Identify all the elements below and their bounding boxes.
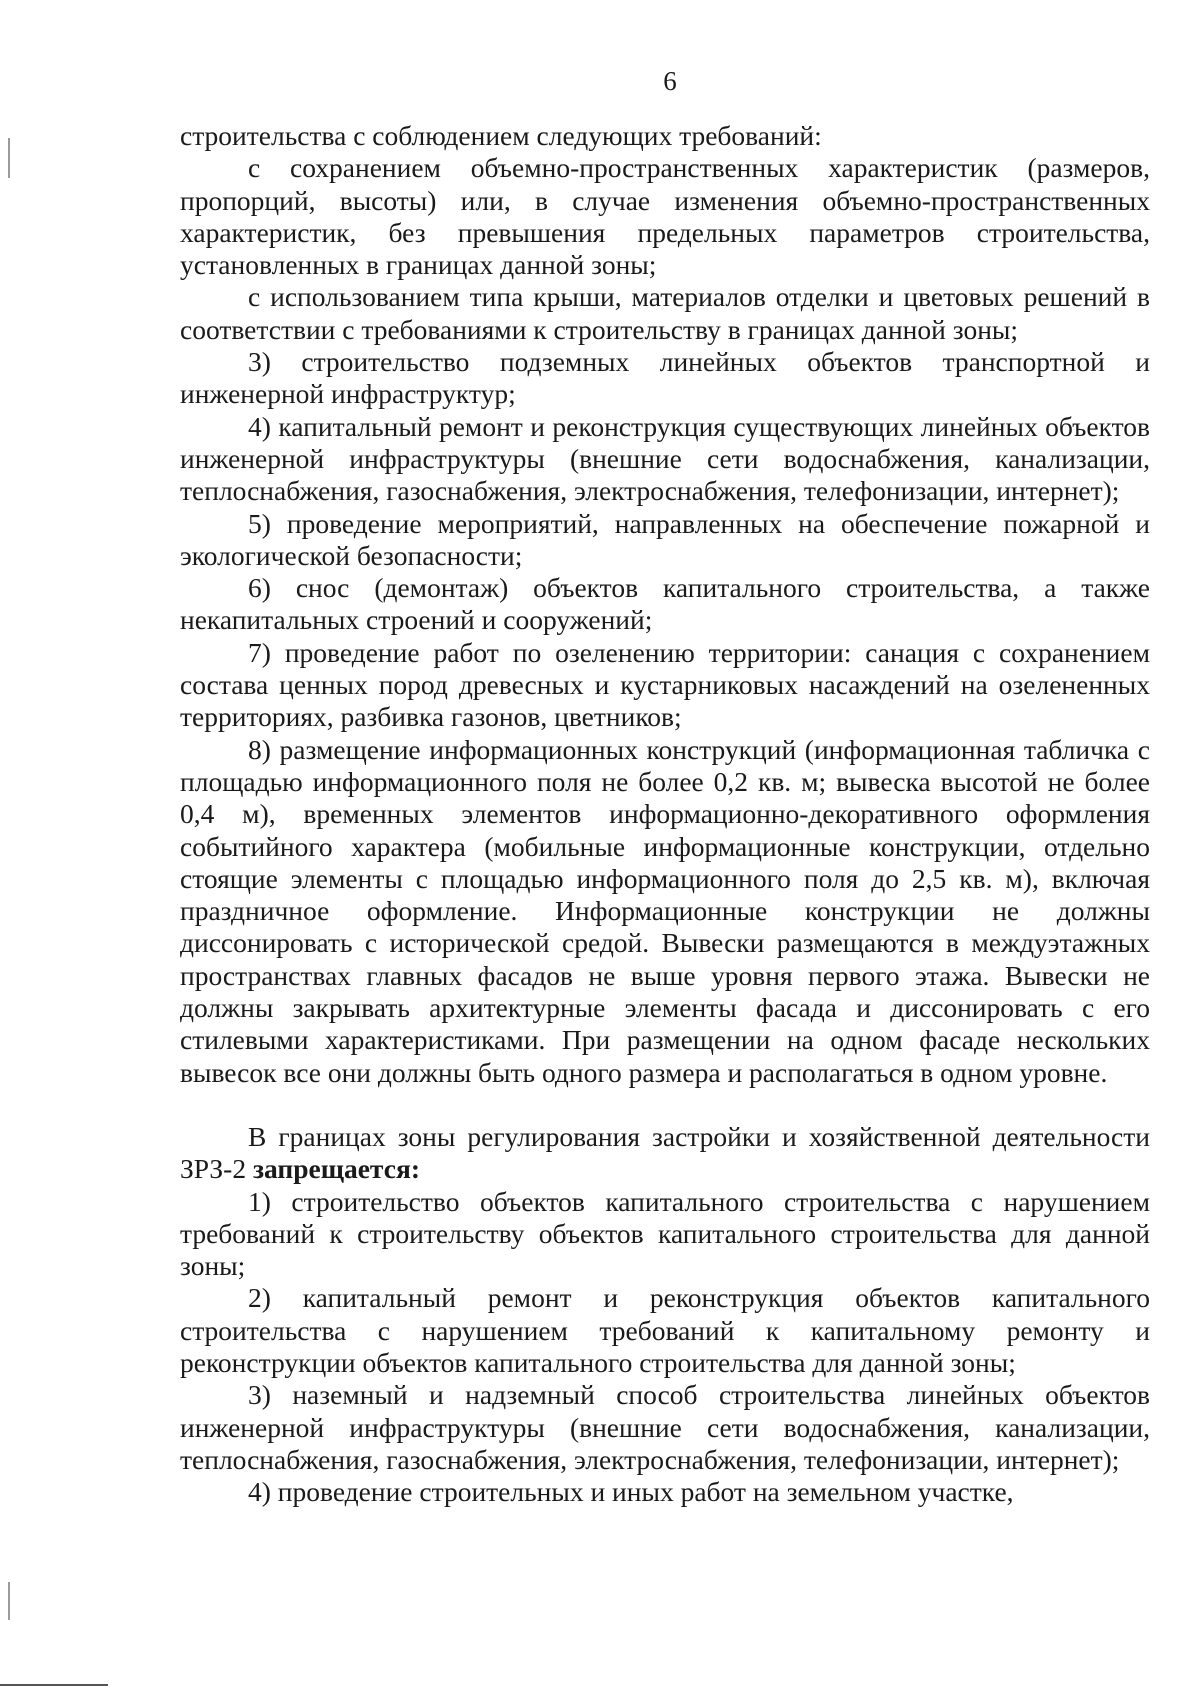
paragraph-requirement-volume: с сохранением объемно-пространственных характеристик (размеров, пропорций, высоты) или, в случае изменения объемно-пространственных характеристик, без превышения предельных параметров строительства, установленных в границах данной зоны; [180,152,1150,281]
scan-edge-mark-bottom [8,1582,10,1620]
prohibited-item-1: 1) строительство объектов капитального строительства с нарушением требований к строительству объектов капитального строительства для данной зоны; [180,1185,1150,1282]
scan-footer-mark [0,1684,108,1686]
prohibition-intro-text: В границах зоны регулирования застройки и хозяйственной деятельности ЗРЗ-2 [180,1120,1150,1185]
list-item-3-underground: 3) строительство подземных линейных объектов транспортной и инженерной инфраструктур; [180,346,1150,410]
prohibited-item-2: 2) капитальный ремонт и реконструкция объектов капитального строительства с нарушением требований к капитальному ремонту и реконструкции объектов капитального строительства для данной зоны; [180,1282,1150,1378]
list-item-5-safety: 5) проведение мероприятий, направленных на обеспечение пожарной и экологической безопасности; [180,507,1150,571]
document-body [180,120,1150,1508]
paragraph-continuation: строительства с соблюдением следующих требований: [180,120,822,151]
scan-edge-mark-top [8,138,10,178]
prohibited-item-4: 4) проведение строительных и иных работ на земельном участке, [248,1476,1014,1508]
prohibited-item-3: 3) наземный и надземный способ строительства линейных объектов инженерной инфраструктуры (внешние сети водоснабжения, канализации, теплоснабжения, газоснабжения, электроснабжения, телефонизации, интернет); [180,1379,1150,1475]
list-item-8-signage: 8) размещение информационных конструкций (информационная табличка с площадью информационного поля не более 0,2 кв. м; вывеска высотой не более 0,4 м), временных элементов информационно-декоративного оформления событийного характера (мобильные информационные конструкции, отдельно стоящие элементы с площадью информационного поля до 2,5 кв. м), включая праздничное оформление. Информационные конструкции не должны диссонировать с исторической средой. Вывески размещаются в междуэтажных пространствах главных фасадов не выше уровня первого этажа. Вывески не должны закрывать архитектурные элементы фасада и диссонировать с его стилевыми характеристиками. При размещении на одном фасаде нескольких вывесок все они должны быть одного размера и располагаться в одном уровне. [180,733,1150,1088]
page-number: 6 [663,66,677,96]
paragraph-zone-prohibitions [180,1121,1150,1186]
paragraph-requirement-roof: с использованием типа крыши, материалов отделки и цветовых решений в соответствии с требованиями к строительству в границах данной зоны; [180,281,1150,345]
prohibition-keyword: запрещается: [252,1153,421,1185]
list-item-7-landscaping: 7) проведение работ по озеленению территории: санация с сохранением состава ценных пород древесных и кустарниковых насаждений на озелененных территориях, разбивка газонов, цветников; [180,636,1150,733]
list-item-6-demolition: 6) снос (демонтаж) объектов капитального строительства, а также некапитальных строений и сооружений; [180,572,1150,636]
list-item-4-repair: 4) капитальный ремонт и реконструкция существующих линейных объектов инженерной инфраструктуры (внешние сети водоснабжения, канализации, теплоснабжения, газоснабжения, электроснабжения, телефонизации, интернет); [180,410,1150,507]
